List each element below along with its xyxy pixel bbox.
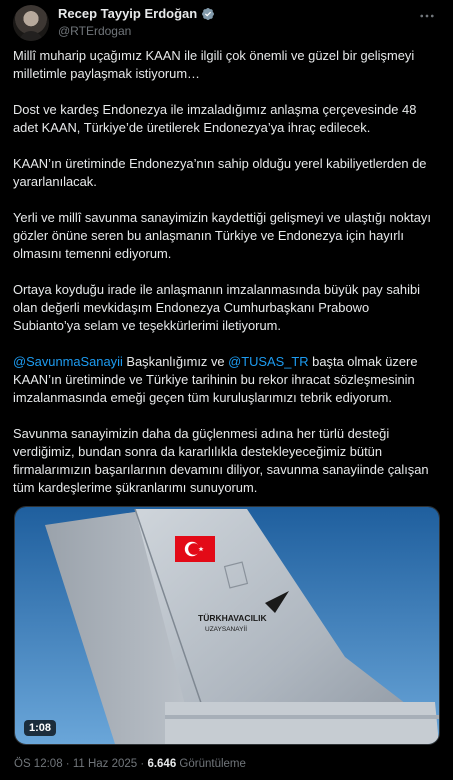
author-display-name[interactable]: Recep Tayyip Erdoğan: [58, 6, 198, 21]
footer-separator: ·: [137, 758, 148, 770]
tweet-paragraph-7: Savunma sanayimizin daha da güçlenmesi adına her türlü desteği verdiğimiz, bundan sonra da kararlılıkla destekleyeceğimiz bütün firmalarımızın başarılarının devamını diliyor, savunma sanayiinde çalışan tüm kardeşlerime şükranlarımı sunuyorum.: [13, 426, 429, 495]
tweet-paragraph-5: Ortaya koyduğu irade ile anlaşmanın imzalanmasında büyük pay sahibi olan değerli mevkidaşım Endonezya Cumhurbaşkanı Prabowo Subianto’ya selam ve teşekkürlerimi iletiyorum.: [13, 282, 420, 333]
paragraph-6-text-1: Başkanlığımız ve: [122, 354, 229, 369]
tweet-time[interactable]: ÖS 12:08: [14, 758, 63, 770]
mention-savunmasanayii[interactable]: @SavunmaSanayii: [13, 354, 123, 369]
paragraph-6-text-2: başta olmak üzere KAAN’ın üretiminde ve Türkiye tarihinin bu rekor ihracat sözleşmesinin imzalanmasında emeği geçen tüm kuruluşlarımızı tebrik ediyorum.: [13, 354, 418, 405]
video-thumbnail: [15, 507, 439, 744]
tweet-header: [0, 0, 453, 44]
verified-badge-icon: [201, 7, 215, 21]
author-name-row[interactable]: [58, 6, 215, 21]
tweet-paragraph-3: KAAN’ın üretiminde Endonezya’nın sahip olduğu yerel kabiliyetlerden de yararlanılacak.: [13, 156, 427, 189]
tweet-paragraph-4: Yerli ve millî savunma sanayimizin kaydettiği gelişmeyi ve ulaştığı noktayı gözler önüne seren bu anlaşmanın Türkiye ve Endonezya için hayırlı olmasını temenni ediyorum.: [13, 210, 431, 261]
tweet-footer: [14, 758, 246, 770]
views-label: Görüntüleme: [176, 758, 246, 770]
views-count: 6.646: [147, 758, 177, 770]
tail-logo-line-1: TÜRKHAVACILIK: [198, 613, 267, 623]
author-handle[interactable]: @RTErdogan: [58, 24, 132, 38]
tweet-paragraph-6: [13, 353, 440, 407]
tweet-paragraph-2: Dost ve kardeş Endonezya ile imzaladığımız anlaşma çerçevesinde 48 adet KAAN, Türkiye’de üretilerek Endonezya’ya ihraç edilecek.: [13, 102, 417, 135]
more-options-button[interactable]: [417, 6, 437, 26]
avatar[interactable]: [13, 5, 49, 41]
video-duration: 1:08: [24, 720, 56, 736]
footer-separator: ·: [62, 758, 73, 770]
tail-logo-line-2: UZAYSANAYİİ: [205, 626, 248, 633]
video-player[interactable]: [14, 506, 440, 745]
tweet-paragraph-1: Millî muharip uçağımız KAAN ile ilgili çok önemli ve güzel bir gelişmeyi milletimle paylaşmak istiyorum…: [13, 48, 415, 81]
more-options-icon: [418, 7, 436, 25]
tweet-date[interactable]: 11 Haz 2025: [72, 758, 138, 770]
tweet-text: [13, 47, 440, 497]
mention-tusas[interactable]: @TUSAS_TR: [228, 354, 309, 369]
